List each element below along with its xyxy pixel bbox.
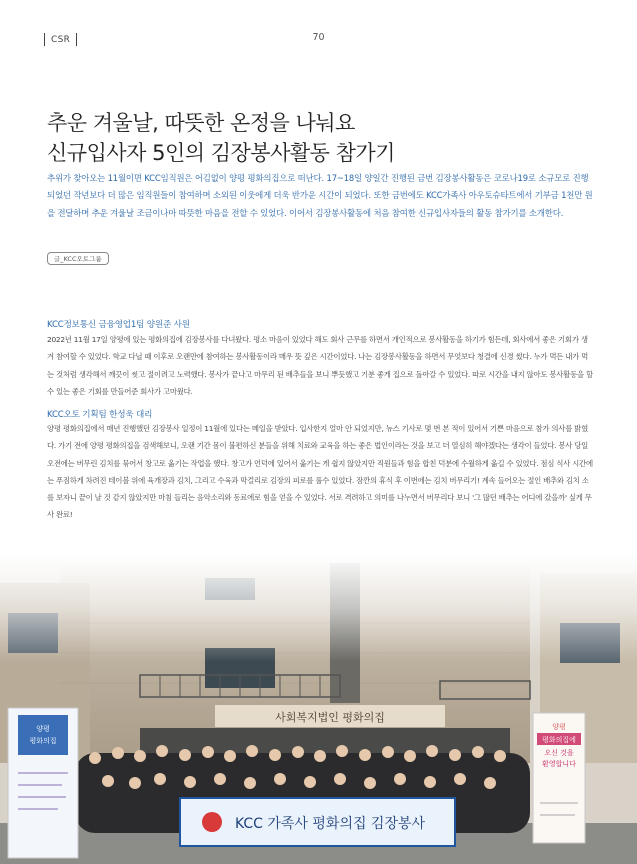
title-line-2: 신규입사자 5인의 김장봉사활동 참가기 [47,141,395,165]
section-2-body: 양평 평화의집에서 매년 진행했던 김장봉사 일정이 11월에 있다는 메일을 받았다. 입사한지 얼마 안 되었지만, 뉴스 기사로 몇 번 본 적이 있어서 기쁜 마음으로 참가 의사를 밝혔다. 가기 전에 양평 평화의집을 검색해보니, 오랜 기간 몸이 불편하신 분들을 위해 치료와 교육을 하는 좋은 법인이라는 것을 보고 더 열심히 해야겠다는 생각이 들었다. 봉사 당일 오전에는 버무린 김치를 묶어서 창고로 옮기는 작업을 했다. 창고가 언덕에 있어서 옮기는 게 쉽지 않았지만 직원들과 힘을 합친 덕분에 수월하게 옮길 수 있었다. 점심 식사 시간에는 푸짐하게 차려진 테이블 위에 육개장과 김치, 그리고 수육과 막걸리로 김장의 피로를 풀수 있었다. 잠깐의 휴식 후 이번에는 김치 버무리기! 계속 들어오는 절인 배추와 김치 소를 보자니 끝이 날 것 같지 않았지만 마침 들리는 음악소리와 동료에로 힘을 얻을 수 있었다. 서로 격려하고 의미를 나누면서 버무리다 보니 '그 많던 배추는 어디에 갔을까' 싶게 무사 완료! [47,424,593,520]
page-header [0,30,637,50]
page-number: 70 [312,32,325,43]
group-photo [0,553,637,864]
article-title [47,108,607,168]
section-1-body: 2022년 11월 17일 양평에 있는 평화의집에 김장봉사를 다녀왔다. 평소 마음이 있었다 해도 회사 근무를 하면서 개인적으로 봉사활동을 하기가 힘든데, 회사에서 좋은 기회가 생겨 참여할 수 있었다. 학교 다닐 때 이후로 오랜만에 참여하는 봉사활동이라 매우 뜻 깊은 시간이었다. 나는 김장봉사활동을 하면서 무엇보다 청결에 신경 썼다. 누가 먹든 내가 먹는 것처럼 생각해서 깨끗이 씻고 절이려고 노력했다. 봉사가 끝나고 마무리 된 배추들을 보니 뿌듯했고 기분 좋게 집으로 돌아갈 수 있었다. 따로 시간을 내지 않아도 봉사활동을 할 수 있는 좋은 기회를 만들어준 회사가 고마웠다. [47,335,593,396]
section-label: CSR [51,34,71,45]
intro-paragraph: 추위가 찾아오는 11월이면 KCC임직원은 어김없이 양평 평화의집으로 떠난다. 17~18일 양일간 진행된 금번 김장봉사활동은 코로나19로 소규모로 진행되었던 작년보다 더 많은 임직원들이 참여하며 소외된 이웃에게 더욱 반가운 시간이 되었다. 또한 금번에도 KCC가족사 아우토슈타트에서 기부금 1천만 원을 전달하며 추운 겨울날 조금이나마 따뜻한 마음을 전할 수 있었다. 이어서 김장봉사활동에 처음 참여한 신규입사자들의 활동 참가기를 소개한다. [47,173,593,218]
section-1-heading: KCC정보통신 금융영업1팀 양원준 사원 [47,320,190,330]
author-tag: 글_KCC오토그룹 [47,252,109,265]
title-line-1: 추운 겨울날, 따뜻한 온정을 나눠요 [47,111,355,135]
section-2-heading: KCC오토 기획팀 한성욱 대리 [47,410,153,420]
